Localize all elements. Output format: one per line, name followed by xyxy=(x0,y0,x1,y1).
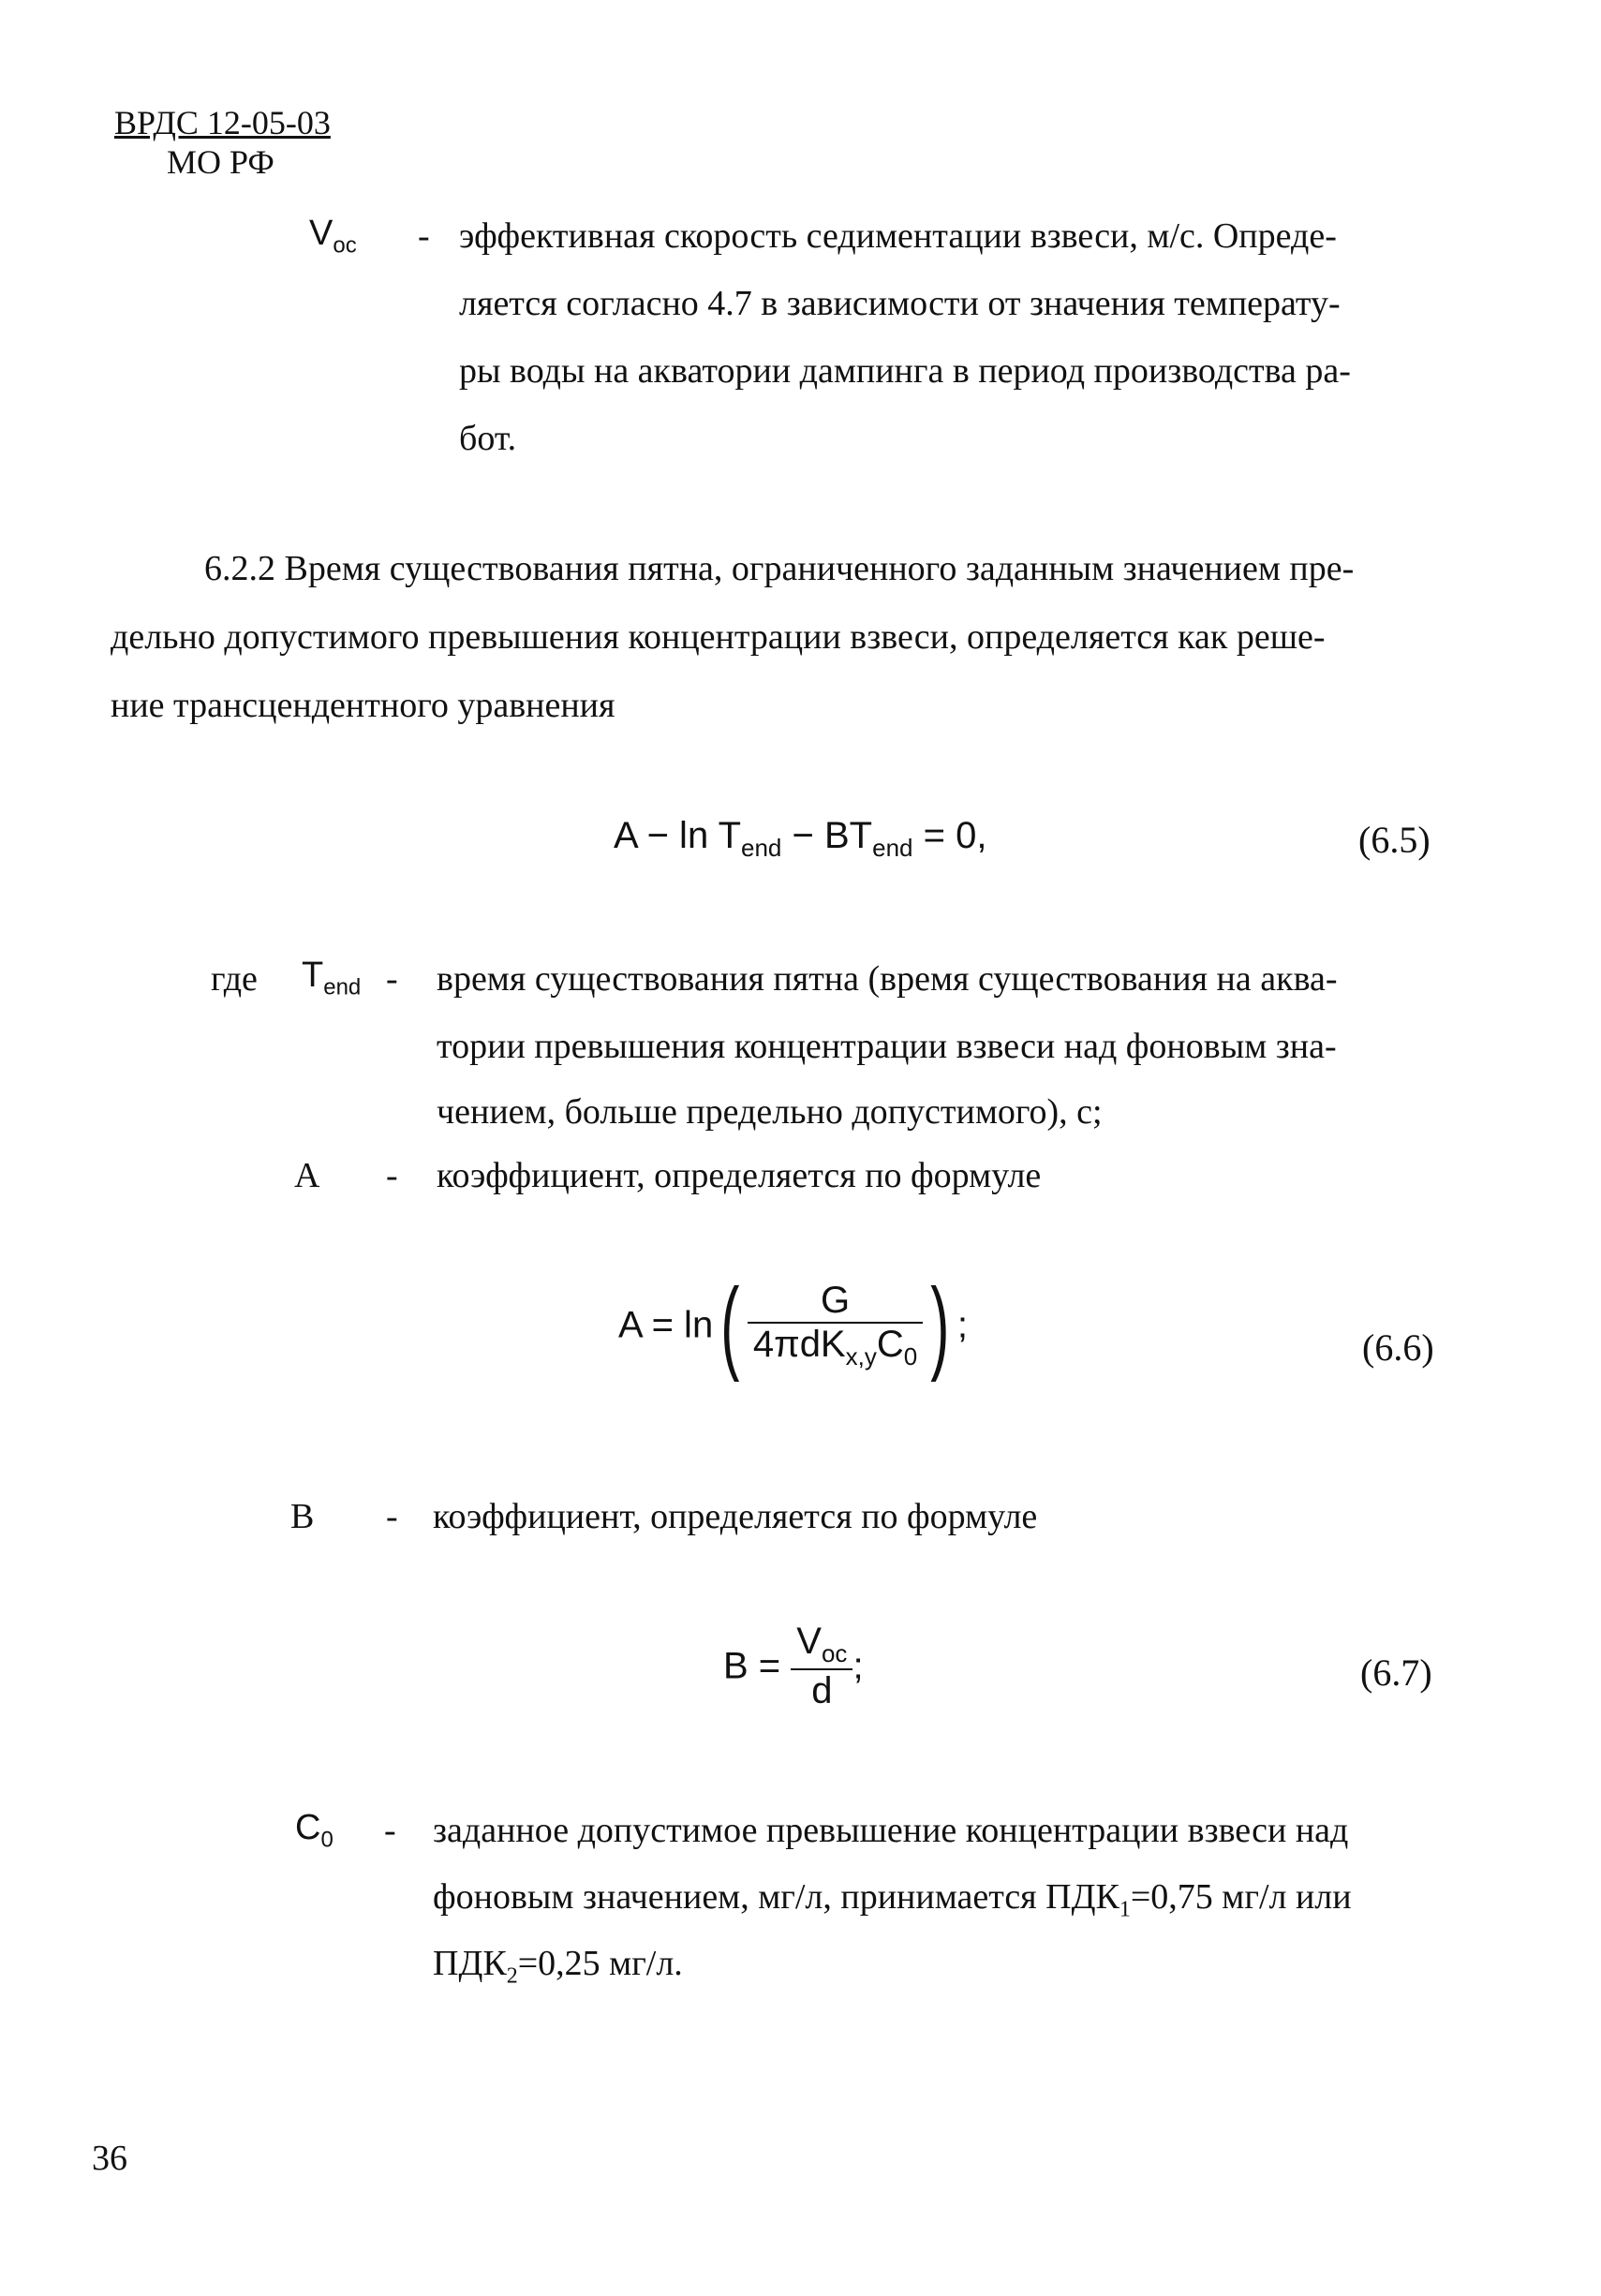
equation-6-5: $A - \ln T_{end} - BT_{end} = 0$, xyxy=(614,815,987,862)
a-def-text: коэффициент, определяется по формуле xyxy=(437,1156,1042,1195)
where-label: где xyxy=(211,959,258,999)
voc-dash: - xyxy=(418,216,430,256)
equation-6-5-number: (6.5) xyxy=(1358,819,1431,861)
c0-symbol: $C_0$ xyxy=(295,1808,334,1853)
organization: МО РФ xyxy=(167,143,274,181)
document-code: ВРДС 12-05-03 xyxy=(114,104,331,141)
equation-6-6: A = ln( $\frac{G}{4\pi dK_{x,y}C_0}$ ) ; xyxy=(618,1267,968,1383)
equation-6-6-numerator: G xyxy=(748,1280,923,1324)
a-symbol: A xyxy=(294,1156,320,1195)
voc-def-line-1: эффективная скорость седиментации взвеси, м/с. Опреде- xyxy=(459,216,1337,256)
section-622-line-2: дельно допустимого превышения концентрации взвеси, определяется как реше- xyxy=(111,617,1326,657)
equation-6-7-numerator: $V_{oc}$ xyxy=(791,1621,852,1670)
tend-dash: - xyxy=(386,959,398,999)
voc-def-line-3: ры воды на акватории дампинга в период производства ра- xyxy=(459,351,1351,391)
c0-def-line-3: $ПДК_2=0,25$ мг/л. xyxy=(433,1944,683,1989)
equation-6-7-number: (6.7) xyxy=(1360,1652,1432,1694)
equation-6-6-number: (6.6) xyxy=(1362,1326,1434,1369)
b-symbol: B xyxy=(290,1497,315,1536)
voc-symbol: $V_{oc}$ xyxy=(309,214,357,259)
a-dash: - xyxy=(386,1156,398,1195)
voc-def-line-2: ляется согласно 4.7 в зависимости от значения температу- xyxy=(459,284,1341,323)
equation-6-6-fraction xyxy=(748,1280,923,1371)
c0-def-line-1: заданное допустимое превышение концентрации взвеси над xyxy=(433,1811,1349,1850)
tend-def-line-3: чением, больше предельно допустимого), с; xyxy=(437,1092,1103,1132)
b-def-text: коэффициент, определяется по формуле xyxy=(433,1497,1038,1536)
left-paren: ( xyxy=(720,1267,740,1383)
section-622-line-3: ние трансцендентного уравнения xyxy=(111,686,615,725)
equation-6-7: B = $\frac{V_{oc}}{d}$ ; xyxy=(723,1621,864,1711)
tend-symbol: $T_{end}$ xyxy=(302,955,362,1000)
tend-def-line-1: время существования пятна (время существования на аква- xyxy=(437,959,1338,999)
equation-6-7-denominator: d xyxy=(811,1670,833,1711)
c0-dash: - xyxy=(384,1811,396,1850)
equation-6-6-denominator: $4\pi dK_{x,y}C_0$ xyxy=(752,1324,918,1370)
section-622-line-1: 6.2.2 Время существования пятна, ограниченного заданным значением пре- xyxy=(204,549,1355,588)
c0-def-line-2: фоновым значением, мг/л, принимается $ПДК_1=0,75$ мг/л или xyxy=(433,1877,1352,1922)
voc-def-line-4: бот. xyxy=(459,419,517,458)
equation-6-7-fraction xyxy=(791,1621,852,1712)
b-dash: - xyxy=(386,1497,398,1536)
tend-def-line-2: тории превышения концентрации взвеси над фоновым зна- xyxy=(437,1027,1337,1066)
right-paren: ) xyxy=(930,1267,950,1383)
page-number: 36 xyxy=(92,2139,127,2178)
